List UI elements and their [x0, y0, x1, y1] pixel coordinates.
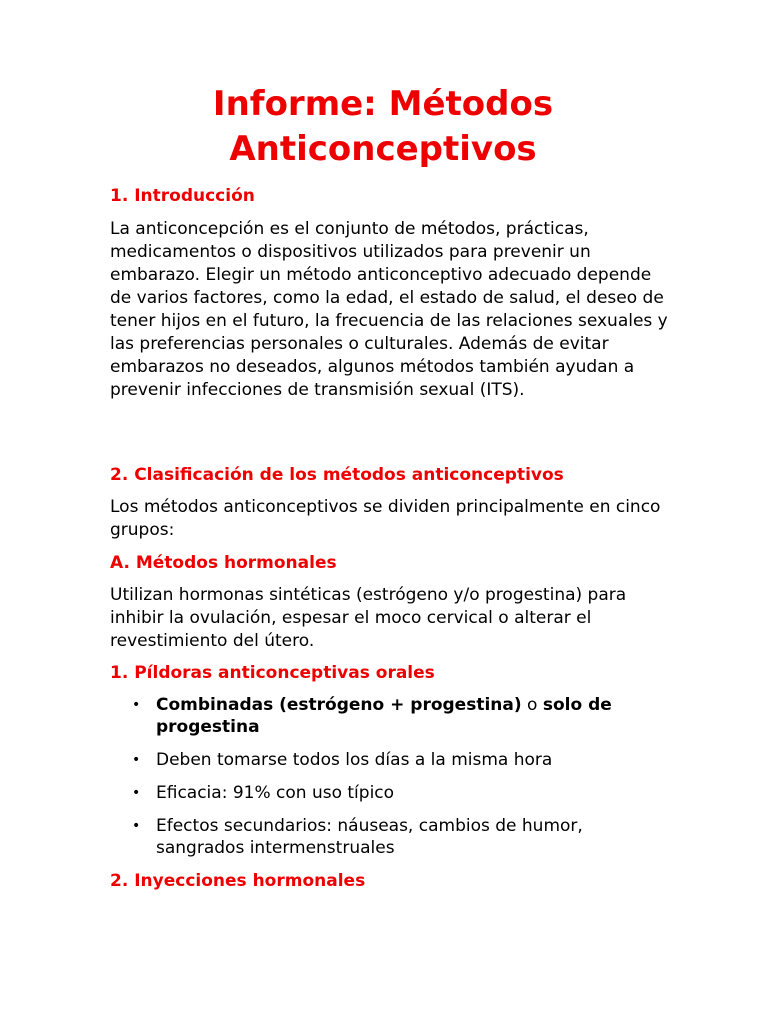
bullet-connector-text: o [521, 695, 543, 715]
bullet-icon: • [132, 818, 141, 834]
list-item [110, 815, 670, 859]
bullet-icon: • [132, 785, 141, 801]
introduccion-paragraph: La anticoncepción es el conjunto de métodos, prácticas, medicamentos o dispositivos utilizados para prevenir un embarazo. Elegir un método anticonceptivo adecuado depende de varios factores, como la edad, el estado de salud, el deseo de tener hijos en el futuro, la frecuencia de las relaciones sexuales y las preferencias personales o culturales. Además de evitar embarazos no deseados, algunos métodos también ayudan a prevenir infecciones de transmisión sexual (ITS). [110, 219, 668, 400]
hormonales-paragraph: Utilizan hormonas sintéticas (estrógeno y/o progestina) para inhibir la ovulación, espesar el moco cervical o alterar el revestimiento del útero. [110, 585, 627, 651]
bullet-text: Deben tomarse todos los días a la misma hora [156, 750, 553, 770]
bullet-icon: • [132, 697, 141, 713]
item-heading-pildoras: 1. Píldoras anticonceptivas orales [110, 663, 435, 683]
document-title: Informe: Métodos Anticonceptivos [212, 84, 554, 169]
subsection-heading-hormonales: A. Métodos hormonales [110, 553, 337, 573]
bullet-text: Efectos secundarios: náuseas, cambios de humor, sangrados intermenstruales [156, 816, 583, 858]
section-heading-introduccion: 1. Introducción [110, 186, 255, 206]
bullet-bold-solo-progestina: solo de progestina [156, 695, 612, 737]
item-heading-inyecciones: 2. Inyecciones hormonales [110, 871, 366, 891]
bullet-bold-combinadas: Combinadas (estrógeno + progestina) [156, 695, 522, 715]
clasificacion-paragraph: Los métodos anticonceptivos se dividen principalmente en cinco grupos: [110, 497, 661, 540]
list-item [110, 782, 670, 804]
list-item [110, 694, 670, 738]
bullet-icon: • [132, 752, 141, 768]
pildoras-bullet-list [110, 694, 670, 870]
bullet-text: Eficacia: 91% con uso típico [156, 783, 395, 803]
section-heading-clasificacion: 2. Clasificación de los métodos anticonceptivos [110, 465, 564, 485]
list-item [110, 749, 670, 771]
